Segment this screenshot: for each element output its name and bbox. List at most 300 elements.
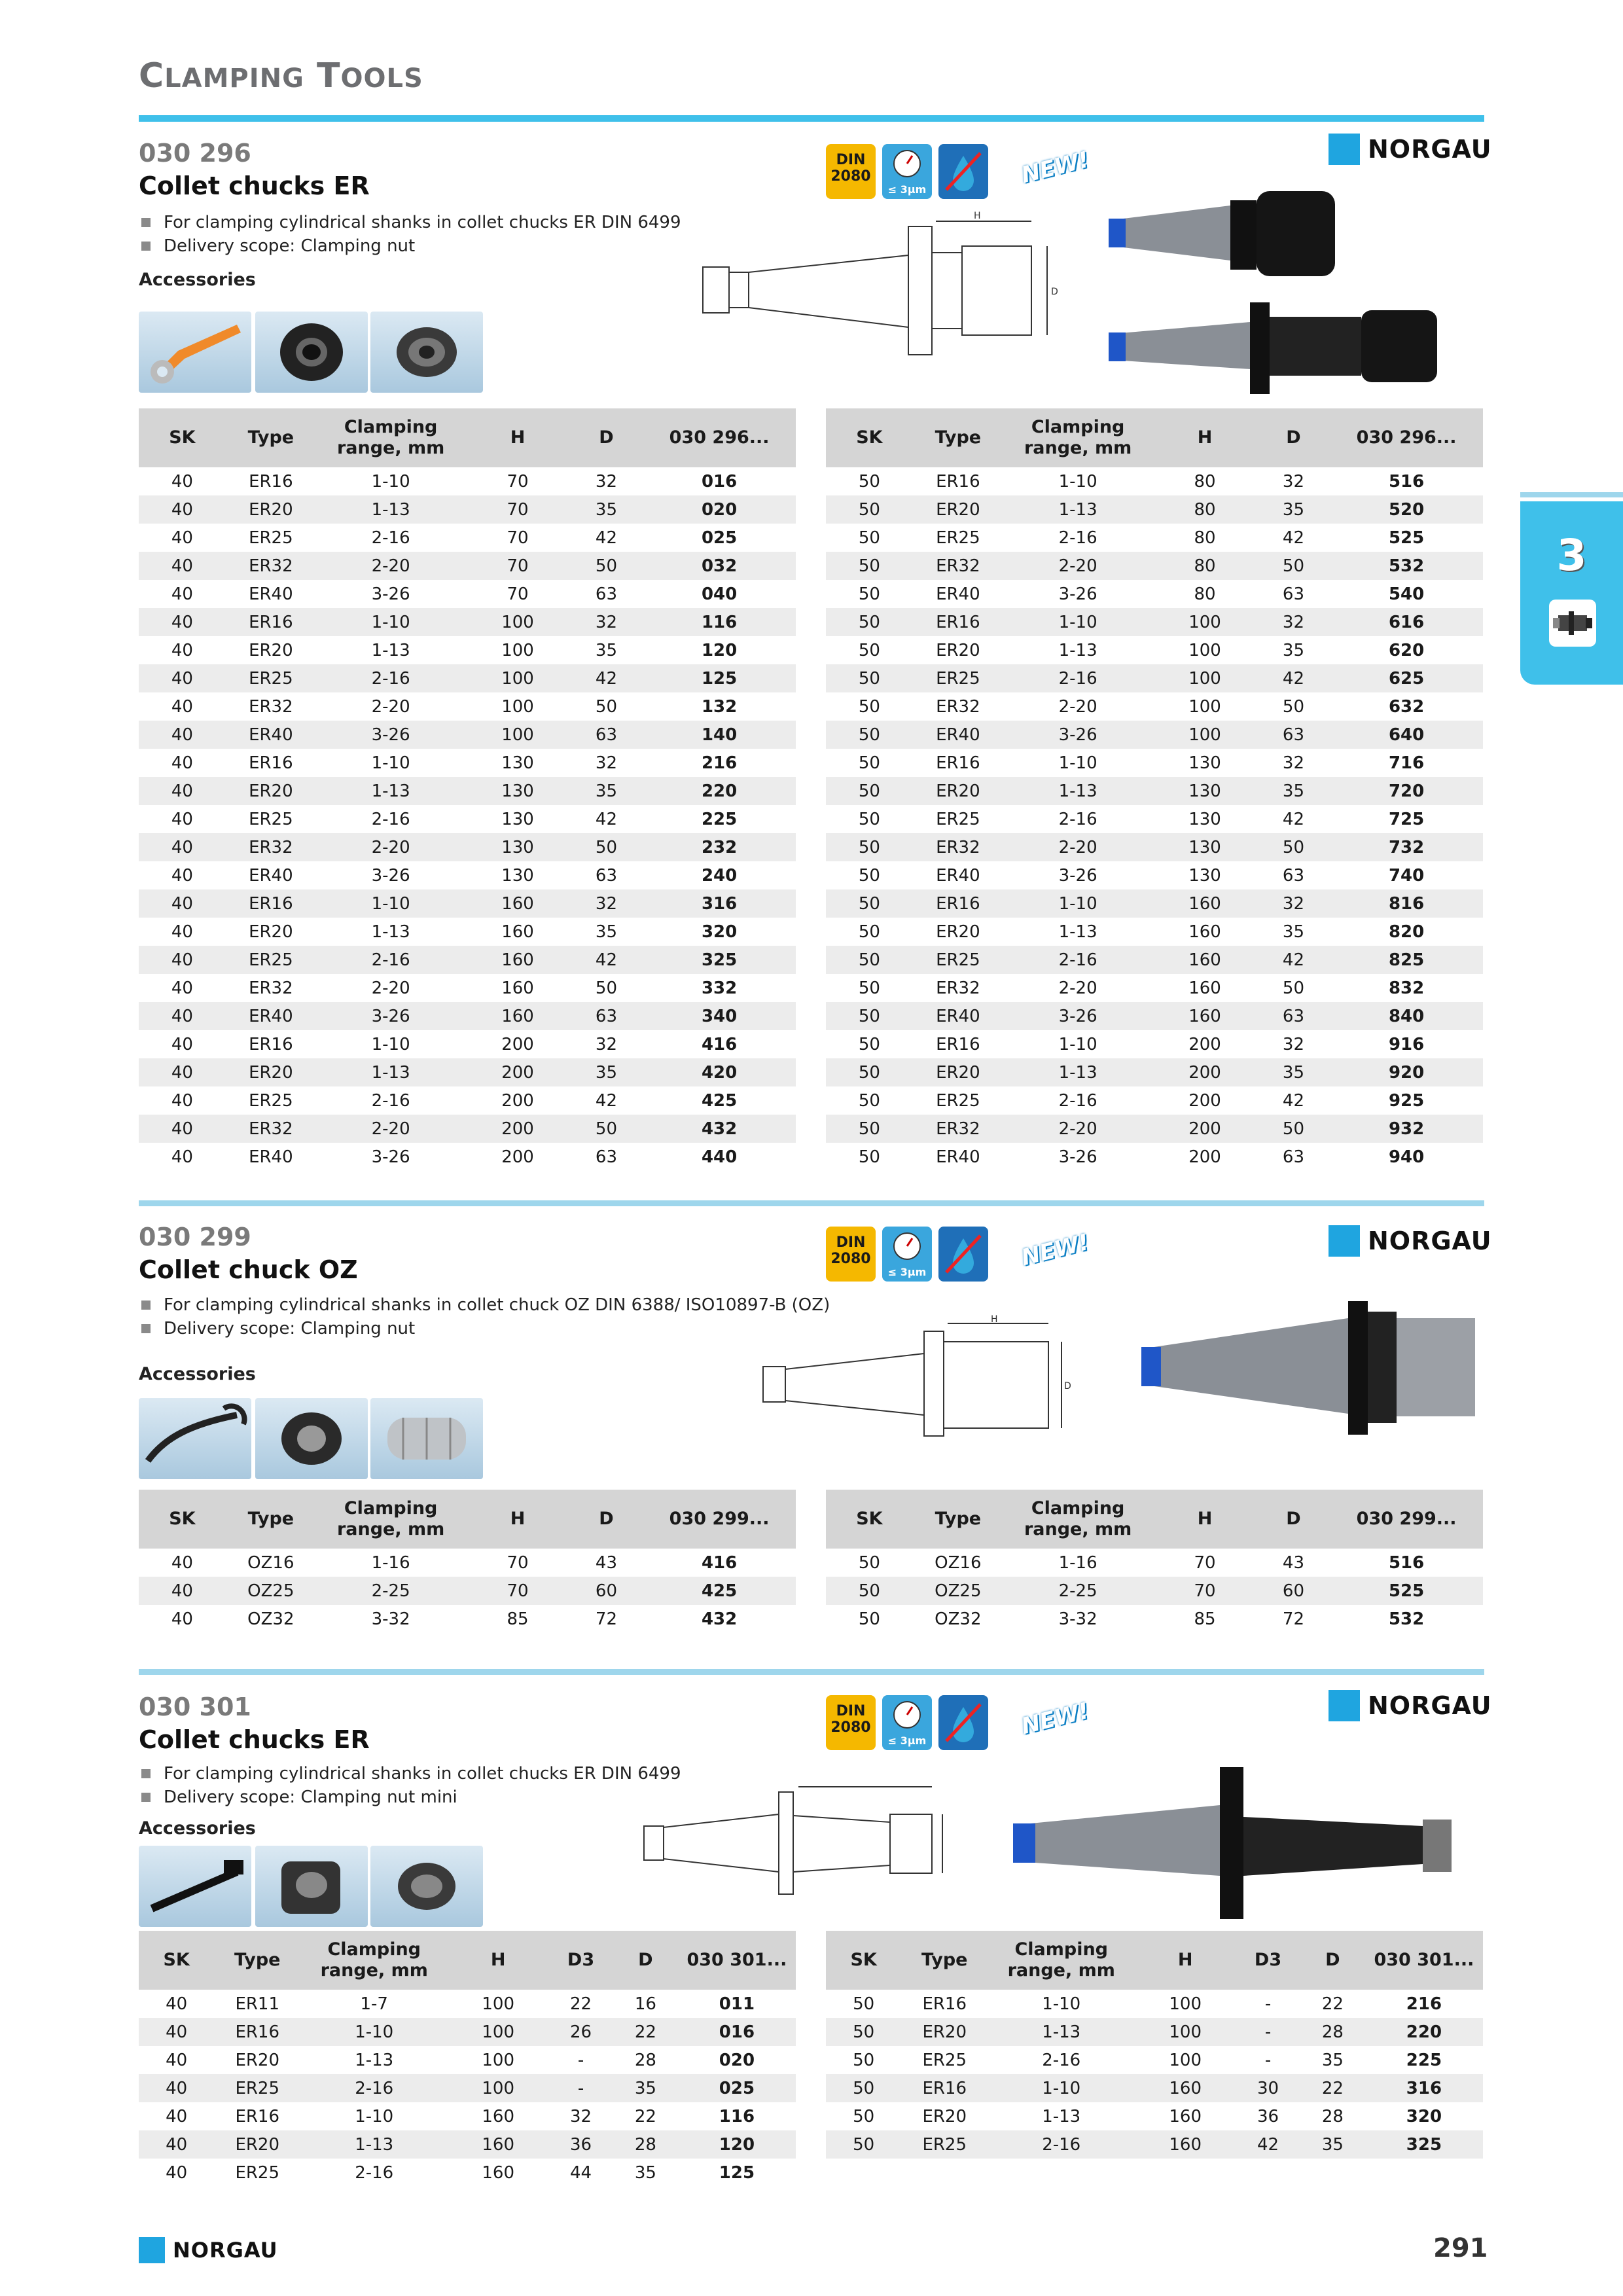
- table-row: [826, 524, 1483, 552]
- table-cell: ER25: [249, 1090, 293, 1111]
- table-cell: 40: [171, 865, 193, 886]
- table-cell: 50: [853, 1994, 875, 2014]
- table-cell: 40: [171, 696, 193, 717]
- table-cell: 2-16: [1003, 946, 1152, 974]
- table-cell: 35: [613, 2074, 678, 2102]
- section-divider: [139, 1669, 1484, 1675]
- table-cell: 1-10: [316, 608, 465, 636]
- table-cell: 85: [507, 1609, 529, 1629]
- table-cell: 30: [1236, 2074, 1300, 2102]
- table-cell: 1-13: [1058, 640, 1097, 660]
- page-title: CLAMPING TOOLS: [139, 56, 423, 96]
- table-cell: 1-13: [355, 2050, 394, 2070]
- svg-text:D: D: [1064, 1381, 1071, 1391]
- table-cell: 3-26: [316, 721, 465, 749]
- page-number: 291: [1433, 2233, 1488, 2263]
- table-cell: 920: [1330, 1058, 1483, 1086]
- table-row: [139, 918, 796, 946]
- table-cell: 100: [1152, 721, 1257, 749]
- table-cell: 3-26: [1003, 721, 1152, 749]
- table-cell: 50: [858, 1090, 880, 1111]
- table-cell: 35: [595, 640, 617, 660]
- table-cell: 2-16: [316, 664, 465, 692]
- table-cell: 42: [570, 946, 643, 974]
- table-cell: 63: [1257, 1002, 1330, 1030]
- table-cell: 1-13: [1003, 495, 1152, 524]
- table-cell: 816: [1330, 889, 1483, 918]
- table-cell: 940: [1388, 1147, 1425, 1167]
- col-header: 030 299...: [1330, 1490, 1483, 1549]
- collet-icon: [370, 312, 483, 393]
- product-title: Collet chuck OZ: [139, 1255, 358, 1284]
- table-row: [139, 1086, 796, 1115]
- table-cell: 225: [701, 809, 738, 829]
- table-row: [139, 552, 796, 580]
- article-number: 030 299: [139, 1223, 251, 1251]
- table-cell: 1-10: [1042, 1994, 1081, 2014]
- table-cell: 100: [1188, 696, 1221, 717]
- table-cell: 50: [570, 833, 643, 861]
- table-cell: 225: [1406, 2050, 1442, 2070]
- table-cell: 50: [858, 584, 880, 604]
- table-cell: 50: [826, 2130, 901, 2159]
- table-cell: 416: [701, 1034, 738, 1054]
- table-row: [826, 918, 1483, 946]
- table-cell: ER20: [249, 922, 293, 942]
- table-row: [139, 833, 796, 861]
- table-cell: 63: [1282, 865, 1304, 886]
- table-cell: 200: [501, 1090, 534, 1111]
- table-row: [139, 1030, 796, 1058]
- table-cell: 100: [465, 721, 569, 749]
- table-cell: ER20: [936, 922, 980, 942]
- table-row: [139, 721, 796, 749]
- table-cell: 2-16: [371, 809, 410, 829]
- table-cell: 26: [548, 2018, 613, 2046]
- table-cell: 2-20: [1058, 696, 1097, 717]
- table-cell: 50: [858, 978, 880, 998]
- table-row: [139, 1577, 796, 1605]
- table-cell: 160: [482, 2162, 515, 2183]
- table-cell: 3-26: [1003, 1002, 1152, 1030]
- table-cell: 72: [1282, 1609, 1304, 1629]
- table-row: [826, 805, 1483, 833]
- table-cell: 425: [701, 1090, 738, 1111]
- table-cell: 1-10: [1058, 1034, 1097, 1054]
- brand-logo: NORGAU: [1329, 1690, 1492, 1721]
- table-cell: 2-20: [1058, 978, 1097, 998]
- table-cell: ER32: [913, 552, 1003, 580]
- chuck-icon: [1549, 600, 1596, 647]
- table-cell: 50: [826, 833, 913, 861]
- table-cell: 130: [465, 777, 569, 805]
- table-cell: 1-13: [371, 640, 410, 660]
- col-header: 030 301...: [1365, 1931, 1483, 1990]
- col-header: H: [465, 408, 569, 467]
- table-row: [826, 2130, 1483, 2159]
- table-cell: ER25: [936, 1090, 980, 1111]
- table-row: [826, 721, 1483, 749]
- table-cell: 2-16: [355, 2162, 394, 2183]
- table-cell: 50: [826, 608, 913, 636]
- feature-item: For clamping cylindrical shanks in collet chucks ER DIN 6499: [141, 211, 681, 234]
- table-cell: 1-10: [988, 2074, 1135, 2102]
- table-cell: 35: [1282, 922, 1304, 942]
- table-cell: 160: [501, 922, 534, 942]
- table-cell: 525: [1330, 1577, 1483, 1605]
- table-cell: ER25: [936, 528, 980, 548]
- table-cell: ER20: [226, 495, 316, 524]
- table-cell: 2-20: [316, 552, 465, 580]
- table-row: [139, 889, 796, 918]
- table-cell: 50: [858, 1147, 880, 1167]
- table-cell: ER20: [922, 2106, 967, 2126]
- table-cell: 130: [1188, 809, 1221, 829]
- table-cell: 22: [569, 1994, 592, 2014]
- table-cell: 100: [1152, 664, 1257, 692]
- feature-item: Delivery scope: Clamping nut mini: [141, 1785, 681, 1809]
- feature-item: For clamping cylindrical shanks in collet chuck OZ DIN 6388/ ISO10897-B (OZ): [141, 1293, 830, 1317]
- col-header: 030 296...: [1330, 408, 1483, 467]
- table-cell: 35: [570, 1058, 643, 1086]
- table-cell: 44: [569, 2162, 592, 2183]
- col-header: SK: [139, 1931, 214, 1990]
- table-cell: 632: [1388, 696, 1425, 717]
- col-header: Type: [226, 1490, 316, 1549]
- table-cell: 100: [501, 640, 534, 660]
- table-cell: 020: [719, 2050, 755, 2070]
- table-cell: 625: [1330, 664, 1483, 692]
- table-row: [826, 861, 1483, 889]
- table-cell: 28: [1321, 2106, 1344, 2126]
- table-cell: 40: [171, 584, 193, 604]
- table-cell: 32: [1282, 1034, 1304, 1054]
- table-cell: 1-13: [1003, 777, 1152, 805]
- table-cell: 016: [678, 2018, 796, 2046]
- table-row: [139, 664, 796, 692]
- section-divider: [139, 1200, 1484, 1206]
- table-cell: 160: [482, 2106, 515, 2126]
- table-cell: 1-10: [1003, 889, 1152, 918]
- table-cell: OZ16: [935, 1552, 982, 1573]
- table-cell: 42: [1282, 809, 1304, 829]
- table-cell: 020: [643, 495, 796, 524]
- collet-icon: [370, 1398, 483, 1479]
- table-cell: 50: [826, 2074, 901, 2102]
- table-cell: 40: [139, 946, 226, 974]
- table-cell: 50: [570, 1115, 643, 1143]
- col-header: SK: [826, 1490, 913, 1549]
- brand-square-icon: [1329, 134, 1360, 165]
- table-cell: 316: [1365, 2074, 1483, 2102]
- clamping-nut-icon: [255, 312, 368, 393]
- table-cell: 200: [501, 1147, 534, 1167]
- table-cell: 340: [643, 1002, 796, 1030]
- table-cell: 1-10: [1058, 753, 1097, 773]
- table-cell: 50: [570, 552, 643, 580]
- table-cell: 42: [595, 809, 617, 829]
- table-cell: 3-26: [371, 584, 410, 604]
- table-cell: 36: [1257, 2106, 1279, 2126]
- table-cell: 2-16: [316, 946, 465, 974]
- din-badge-icon: DIN 2080: [826, 1695, 876, 1750]
- table-cell: 1-10: [1058, 471, 1097, 492]
- table-cell: 40: [171, 753, 193, 773]
- table-cell: 130: [501, 753, 534, 773]
- table-cell: 130: [1152, 833, 1257, 861]
- table-cell: 532: [1330, 552, 1483, 580]
- table-cell: 140: [643, 721, 796, 749]
- table-row: [139, 692, 796, 721]
- table-cell: 160: [501, 978, 534, 998]
- table-row: [139, 2159, 796, 2187]
- table-cell: 32: [1282, 753, 1304, 773]
- coolant-drop-icon: [938, 1227, 988, 1282]
- table-cell: 2-20: [316, 833, 465, 861]
- spec-table-sk40: [139, 408, 796, 1171]
- bullet-icon: [141, 218, 151, 227]
- col-header: H: [1152, 408, 1257, 467]
- table-cell: 40: [139, 608, 226, 636]
- table-cell: 2-20: [371, 978, 410, 998]
- table-cell: 1-10: [1003, 608, 1152, 636]
- table-row: [826, 1990, 1483, 2018]
- table-row: [139, 467, 796, 495]
- table-cell: 70: [1152, 1577, 1257, 1605]
- table-row: [826, 1605, 1483, 1633]
- table-cell: 100: [482, 1994, 515, 2014]
- table-cell: 125: [719, 2162, 755, 2183]
- table-cell: 932: [1330, 1115, 1483, 1143]
- table-cell: 40: [139, 664, 226, 692]
- table-row: [826, 1115, 1483, 1143]
- table-row: [139, 1143, 796, 1171]
- table-cell: 2-20: [1003, 1115, 1152, 1143]
- table-cell: 2-20: [1003, 833, 1152, 861]
- table-row: [826, 1002, 1483, 1030]
- table-cell: 63: [570, 721, 643, 749]
- table-cell: ER40: [913, 721, 1003, 749]
- bullet-icon: [141, 1769, 151, 1778]
- table-row: [139, 1115, 796, 1143]
- feature-list: [141, 1762, 681, 1809]
- table-row: [139, 1990, 796, 2018]
- table-cell: 1-13: [300, 2130, 448, 2159]
- table-cell: 011: [719, 1994, 755, 2014]
- table-cell: 50: [858, 528, 880, 548]
- table-cell: 732: [1330, 833, 1483, 861]
- table-cell: 716: [1388, 753, 1425, 773]
- table-cell: ER11: [235, 1994, 280, 2014]
- table-cell: 50: [826, 1058, 913, 1086]
- table-cell: 40: [139, 495, 226, 524]
- table-cell: 80: [1194, 584, 1216, 604]
- table-cell: 916: [1388, 1034, 1425, 1054]
- table-cell: ER16: [913, 889, 1003, 918]
- table-cell: 32: [570, 608, 643, 636]
- table-cell: 160: [1152, 889, 1257, 918]
- table-cell: 640: [1330, 721, 1483, 749]
- table-cell: 70: [465, 1577, 569, 1605]
- table-cell: 50: [826, 1002, 913, 1030]
- table-row: [139, 2046, 796, 2074]
- table-cell: 50: [858, 1552, 880, 1573]
- table-cell: 200: [501, 1034, 534, 1054]
- table-cell: 63: [595, 584, 617, 604]
- table-cell: OZ25: [913, 1577, 1003, 1605]
- table-cell: 2-16: [1058, 809, 1097, 829]
- table-cell: 32: [595, 471, 617, 492]
- table-row: [139, 805, 796, 833]
- accessories-label: Accessories: [139, 1364, 256, 1384]
- clamping-nut-icon: [255, 1846, 368, 1927]
- table-cell: 32: [1257, 889, 1330, 918]
- dial-gauge-icon: ≤ 3µm: [882, 1695, 932, 1750]
- table-cell: 50: [826, 552, 913, 580]
- table-cell: 725: [1388, 809, 1425, 829]
- table-cell: ER16: [249, 471, 293, 492]
- table-cell: ER16: [226, 889, 316, 918]
- table-cell: 40: [139, 1577, 226, 1605]
- table-cell: 50: [858, 809, 880, 829]
- table-cell: 532: [1388, 1609, 1425, 1629]
- table-cell: ER16: [936, 471, 980, 492]
- table-cell: 40: [171, 922, 193, 942]
- table-cell: ER32: [226, 1115, 316, 1143]
- table-cell: ER40: [913, 1002, 1003, 1030]
- table-cell: ER40: [936, 865, 980, 886]
- table-cell: 332: [701, 978, 738, 998]
- table-cell: 432: [701, 1609, 738, 1629]
- table-cell: 43: [595, 1552, 617, 1573]
- table-cell: ER16: [936, 753, 980, 773]
- table-cell: ER40: [249, 584, 293, 604]
- table-cell: 2-16: [371, 1090, 410, 1111]
- table-cell: 200: [465, 1115, 569, 1143]
- table-cell: 200: [1152, 1058, 1257, 1086]
- table-cell: 70: [1194, 1552, 1216, 1573]
- table-row: [826, 1143, 1483, 1171]
- feature-item: Delivery scope: Clamping nut: [141, 1317, 830, 1340]
- table-cell: 1-10: [371, 471, 410, 492]
- brand-square-icon: [1329, 1225, 1360, 1257]
- table-cell: 32: [595, 1034, 617, 1054]
- tool-holder-photo-icon: [1004, 1765, 1462, 1922]
- col-header: Type: [901, 1931, 988, 1990]
- table-cell: 32: [595, 753, 617, 773]
- table-cell: 100: [448, 2074, 548, 2102]
- table-cell: 2-20: [316, 1115, 465, 1143]
- table-cell: 40: [171, 1090, 193, 1111]
- col-header: H: [1135, 1931, 1236, 1990]
- table-cell: 1-10: [355, 2106, 394, 2126]
- table-cell: 40: [166, 2050, 188, 2070]
- table-cell: 160: [1152, 1002, 1257, 1030]
- table-cell: 40: [171, 1147, 193, 1167]
- col-header: D: [613, 1931, 678, 1990]
- tool-holder-drawing-icon: [700, 209, 1067, 386]
- feature-list: [141, 211, 681, 258]
- table-cell: 616: [1330, 608, 1483, 636]
- table-cell: 63: [595, 865, 617, 886]
- table-cell: 50: [826, 1577, 913, 1605]
- table-cell: 1-10: [316, 889, 465, 918]
- table-cell: 40: [139, 1058, 226, 1086]
- table-row: [139, 580, 796, 608]
- chapter-tab-strip: [1520, 492, 1623, 497]
- table-cell: 2-16: [1042, 2050, 1081, 2070]
- table-cell: 28: [634, 2050, 656, 2070]
- table-cell: 50: [1257, 552, 1330, 580]
- table-cell: 70: [465, 495, 569, 524]
- table-cell: ER32: [226, 552, 316, 580]
- table-cell: ER20: [913, 777, 1003, 805]
- table-cell: 3-26: [1058, 1147, 1097, 1167]
- table-cell: 820: [1388, 922, 1425, 942]
- table-row: [826, 1577, 1483, 1605]
- table-row: [139, 495, 796, 524]
- table-row: [826, 833, 1483, 861]
- table-cell: 40: [139, 833, 226, 861]
- table-cell: ER40: [936, 584, 980, 604]
- table-cell: 35: [570, 495, 643, 524]
- table-cell: 80: [1152, 552, 1257, 580]
- table-cell: ER25: [913, 664, 1003, 692]
- col-header: SK: [826, 408, 913, 467]
- table-cell: 50: [858, 696, 880, 717]
- table-cell: 3-26: [316, 1002, 465, 1030]
- table-cell: OZ16: [247, 1552, 294, 1573]
- table-cell: 36: [548, 2130, 613, 2159]
- table-row: [139, 861, 796, 889]
- table-cell: 316: [643, 889, 796, 918]
- table-cell: ER16: [226, 608, 316, 636]
- table-cell: ER32: [249, 696, 293, 717]
- table-cell: ER25: [226, 664, 316, 692]
- dial-gauge-icon: ≤ 3µm: [882, 144, 932, 199]
- table-cell: 50: [595, 978, 617, 998]
- table-cell: 70: [507, 528, 529, 548]
- table-cell: -: [1264, 2050, 1272, 2070]
- table-cell: ER20: [249, 640, 293, 660]
- col-header: Clamping range, mm: [1003, 408, 1152, 467]
- table-cell: 60: [570, 1577, 643, 1605]
- table-cell: 2-16: [1058, 1090, 1097, 1111]
- table-cell: 63: [570, 1002, 643, 1030]
- table-row: [826, 692, 1483, 721]
- dial-gauge-icon: ≤ 3µm: [882, 1227, 932, 1282]
- article-number: 030 296: [139, 139, 251, 168]
- table-cell: 70: [465, 552, 569, 580]
- col-header: 030 296...: [643, 408, 796, 467]
- bullet-icon: [141, 242, 151, 251]
- table-cell: 63: [1282, 1147, 1304, 1167]
- col-header: Type: [226, 408, 316, 467]
- feature-list: [141, 1293, 830, 1340]
- table-cell: ER16: [235, 2106, 280, 2126]
- table-cell: 3-32: [371, 1609, 410, 1629]
- table-cell: 63: [1257, 721, 1330, 749]
- table-cell: 63: [1282, 584, 1304, 604]
- table-cell: 40: [139, 1002, 226, 1030]
- table-cell: 50: [1257, 1115, 1330, 1143]
- table-cell: ER25: [249, 528, 293, 548]
- table-row: [826, 636, 1483, 664]
- table-cell: 70: [507, 1552, 529, 1573]
- table-cell: ER16: [901, 2074, 988, 2102]
- table-cell: 42: [1257, 946, 1330, 974]
- table-cell: 50: [853, 2106, 875, 2126]
